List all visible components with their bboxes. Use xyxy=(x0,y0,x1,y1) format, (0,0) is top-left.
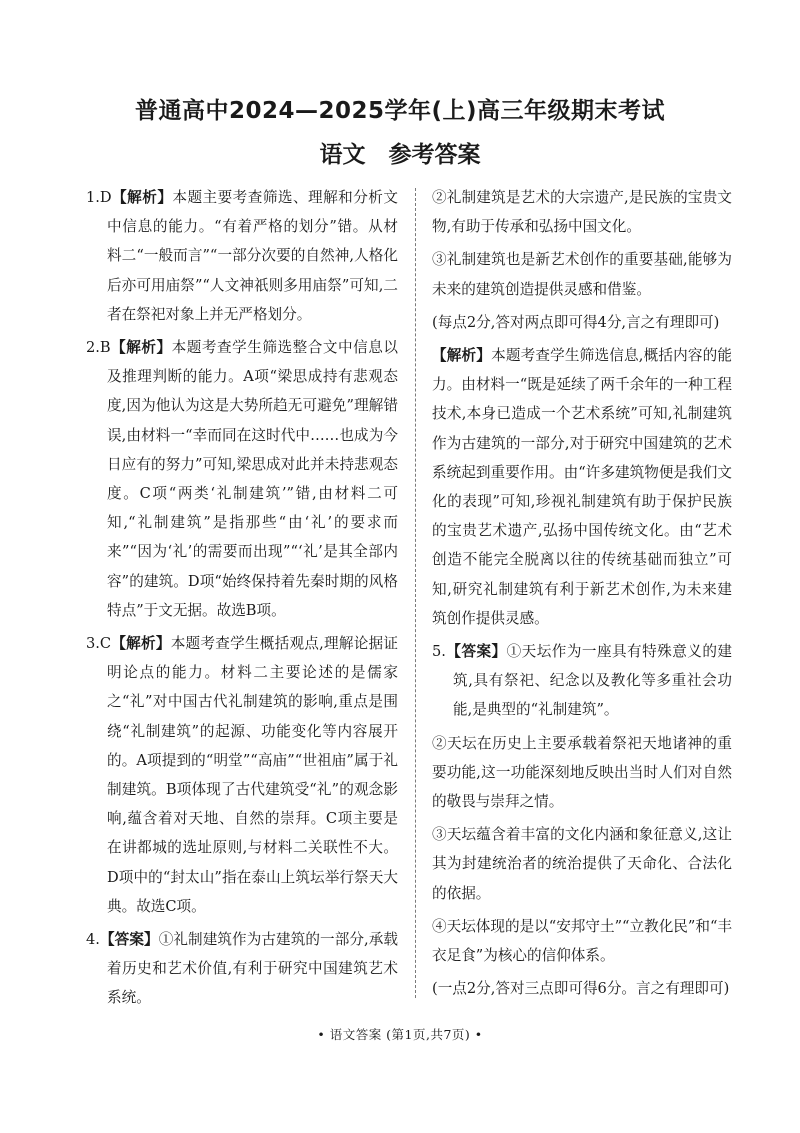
analysis-label: 【解析】 xyxy=(432,347,492,365)
left-column xyxy=(86,183,398,1017)
answer-item-1 xyxy=(86,183,398,329)
answer-point: ④天坛体现的是以“安邦守土”“立教化民”和“丰衣足食”为核心的信仰体系。 xyxy=(432,917,732,965)
column-divider xyxy=(415,188,416,998)
analysis-label: 【解析】 xyxy=(110,339,172,357)
analysis-text: 本题考查学生概括观点,理解论据证明论点的能力。材料二主要论述的是儒家之“礼”对中国古代礼制建筑的影响,重点是围绕“礼制建筑”的起源、功能变化等内容展开的。A项提到的“明堂”“高庙”“世祖庙”属于礼制建筑。B项体现了古代建筑受“礼”的观念影响,蕴含着对天地、自然的崇拜。C项主要是在讲都城的选址原则,与材料二关联性不大。D项中的“封太山”指在泰山上筑坛举行祭天大典。故选C项。 xyxy=(107,635,398,915)
analysis-text: 本题考查学生筛选信息,概括内容的能力。由材料一“既是延续了两千余年的一种工程技术,本身已造成一个艺术系统”可知,礼制建筑作为古建筑的一部分,对于研究中国建筑的艺术系统起到重要作用。由“许多建筑物便是我们文化的表现”可知,珍视礼制建筑有助于保护民族的宝贵艺术遗产,弘扬中国传统文化。由“艺术创造不能完全脱离以往的传统基础而独立”可知,研究礼制建筑有利于新艺术创作,为未来建筑创作提供灵感。 xyxy=(432,347,732,627)
answer-item-3 xyxy=(86,629,398,921)
analysis-text: 本题考查学生筛选整合文中信息以及推理判断的能力。A项“梁思成持有悲观态度,因为他认为这是大势所趋无可避免”理解错误,由材料一“幸而同在这时代中……也成为今日应有的努力”可知,梁思成对此并未持悲观态度。C项“两类‘礼制建筑’”错,由材料二可知,“礼制建筑”是指那些“由‘礼’的要求而来”“因为‘礼’的需要而出现”“‘礼’是其全部内容”的建筑。D项“始终保持着先秦时期的风格特点”于文无据。故选B项。 xyxy=(107,339,398,619)
answer-label: 【答案】 xyxy=(99,931,159,949)
answer-label: 【答案】 xyxy=(445,643,507,661)
answer-point: ②礼制建筑是艺术的大宗遗产,是民族的宝贵文物,有助于传承和弘扬中国文化。 xyxy=(432,189,732,236)
analysis-text: 本题主要考查筛选、理解和分析文中信息的能力。“有着严格的划分”错。从材料二“一般而言”“一部分次要的自然神,人格化后亦可用庙祭”“人文神祇则多用庙祭”可知,二者在祭祀对象上并无严格划分。 xyxy=(107,189,398,323)
answer-item-5 xyxy=(432,637,732,725)
analysis-paragraph xyxy=(432,341,732,633)
question-number: 5. xyxy=(432,643,446,661)
scoring-note: (一点2分,答对三点即可得6分。言之有理即可) xyxy=(432,980,730,998)
answer-text: ①天坛作为一座具有特殊意义的建筑,具有祭祀、纪念以及教化等多重社会功能,是典型的“礼制建筑”。 xyxy=(453,643,732,719)
question-number: 1.D xyxy=(86,189,112,206)
analysis-label: 【解析】 xyxy=(111,635,171,653)
analysis-label: 【解析】 xyxy=(111,189,173,206)
question-number: 4. xyxy=(86,931,100,949)
answer-item-2 xyxy=(86,333,398,625)
answer-text: ①礼制建筑作为古建筑的一部分,承载着历史和艺术价值,有利于研究中国建筑艺术系统。 xyxy=(107,931,398,1007)
answer-point: ②天坛在历史上主要承载着祭祀天地诸神的重要功能,这一功能深刻地反映出当时人们对自然的敬畏与崇拜之情。 xyxy=(432,734,732,811)
answer-point: ③礼制建筑也是新艺术创作的重要基础,能够为未来的建筑创造提供灵感和借鉴。 xyxy=(432,251,732,298)
right-column xyxy=(432,183,732,1007)
question-number: 3.C xyxy=(86,635,112,653)
page-subtitle: 语文 参考答案 xyxy=(319,142,481,168)
question-number: 2.B xyxy=(86,339,111,357)
answer-point: ③天坛蕴含着丰富的文化内涵和象征意义,这让其为封建统治者的统治提供了天命化、合法化的依据。 xyxy=(432,826,732,902)
page-footer: • 语文答案 (第1页,共7页) • xyxy=(317,1027,483,1042)
page-title: 普通高中2024—2025学年(上)高三年级期末考试 xyxy=(134,98,666,124)
answer-item-4 xyxy=(86,925,398,1013)
scoring-note: (每点2分,答对两点即可得4分,言之有理即可) xyxy=(432,313,720,331)
